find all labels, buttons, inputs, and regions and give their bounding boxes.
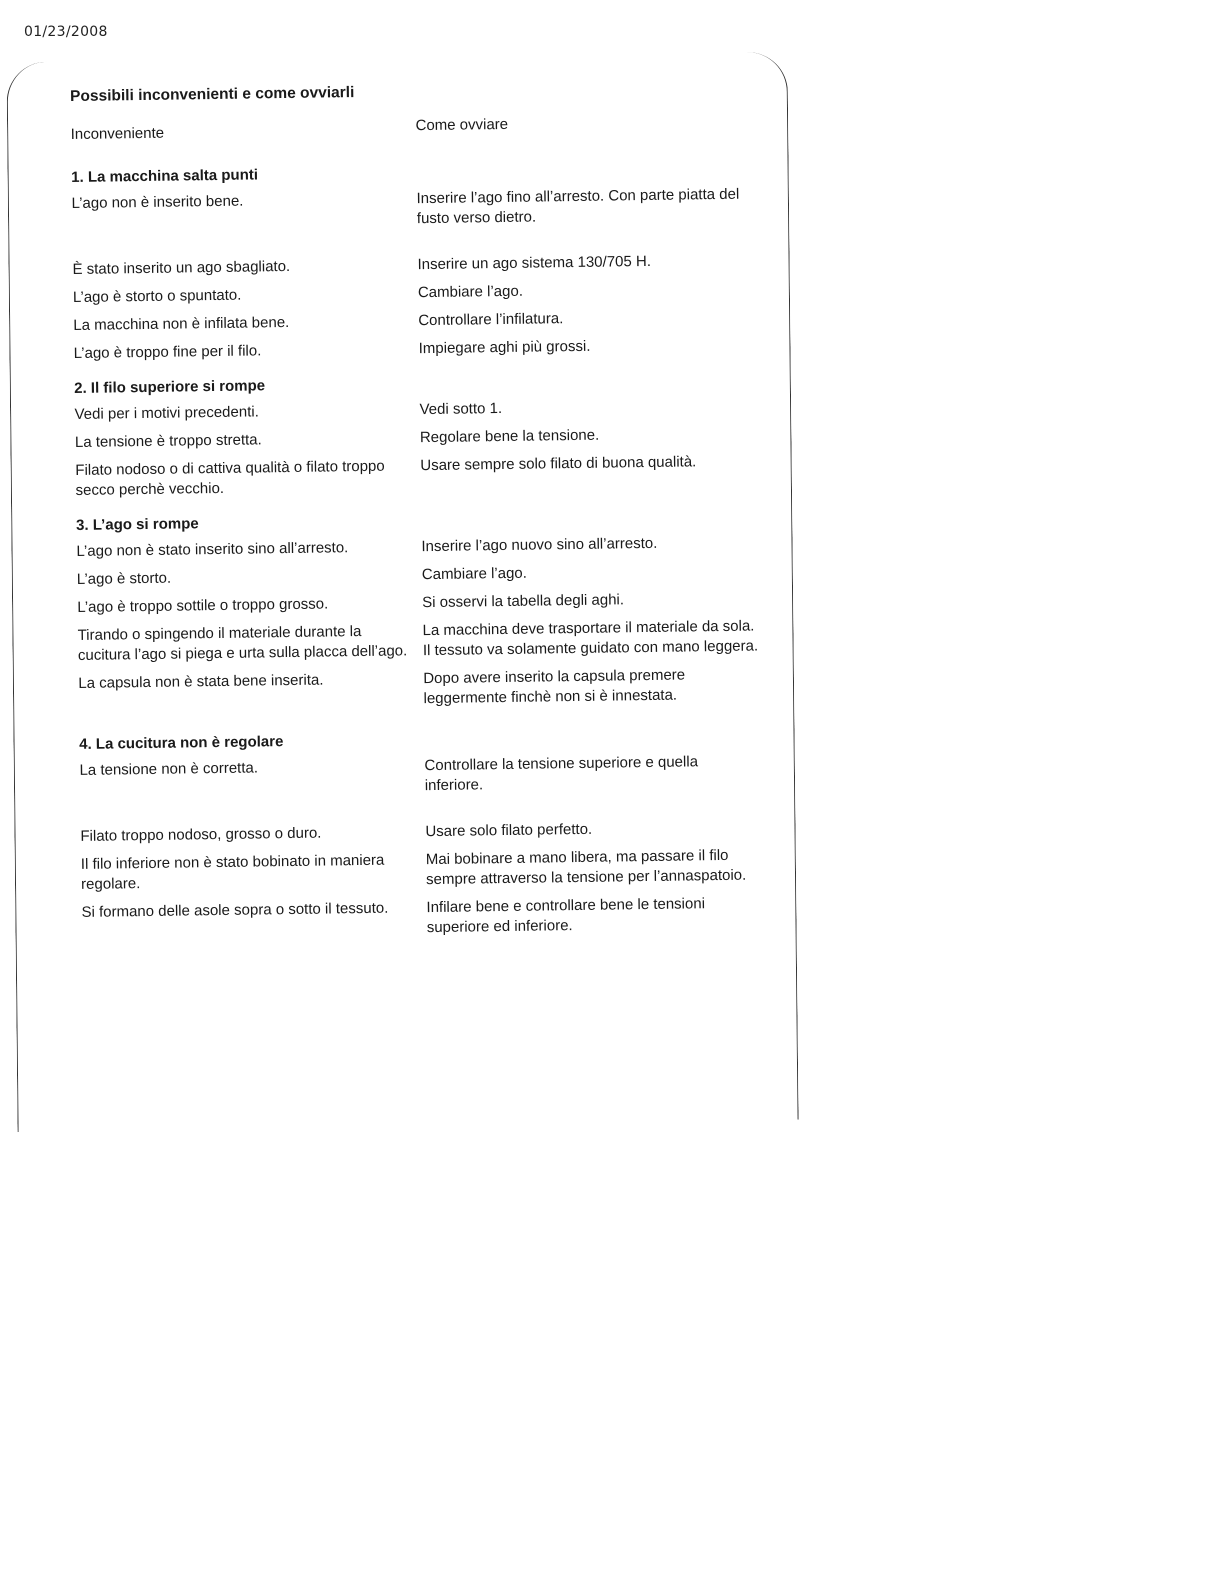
section-irregular-stitching <box>79 726 772 943</box>
table-row <box>78 664 768 714</box>
table-row <box>77 560 767 590</box>
section-skipped-stitches <box>71 159 764 364</box>
remedy-text: Cambiare l’ago. <box>421 564 527 584</box>
remedy-column-header: Come ovviare <box>415 115 509 135</box>
table-row <box>79 751 769 801</box>
remedy-text: Inserire un ago sistema 130/705 H. <box>417 252 652 274</box>
page-title: Possibili inconvenienti e come ovviarli <box>70 84 355 105</box>
remedy-text: Usare solo filato perfetto. <box>425 820 593 841</box>
remedy-text: Inserire l’ago fino all’arresto. Con parte piatta del fusto verso dietro. <box>416 185 740 228</box>
problem-text: L’ago è troppo fine per il filo. <box>73 342 262 362</box>
table-row <box>74 334 764 364</box>
problem-text: L’ago è storto o spuntato. <box>72 286 242 306</box>
problem-text: Si formano delle asole sopra o sotto il tessuto. <box>81 899 389 921</box>
problem-text: Filato nodoso o di cattiva qualità o filato troppo secco perchè vecchio. <box>75 457 385 499</box>
remedy-text: Mai bobinare a mano libera, ma passare il filo sempre attraverso la tensione per l’annaspatoio. <box>425 846 747 889</box>
remedy-text: Impiegare aghi più grossi. <box>418 337 591 358</box>
section-title: 1. La macchina salta punti <box>71 166 259 186</box>
problem-text: È stato inserito un ago sbagliato. <box>72 257 291 278</box>
problem-text: La tensione è troppo stretta. <box>74 431 262 451</box>
table-row <box>75 451 765 501</box>
column-headers <box>71 116 761 143</box>
problem-text: Vedi per i motivi precedenti. <box>74 403 259 423</box>
remedy-text: Controllare la tensione superiore e quella inferiore. <box>424 753 699 795</box>
table-row <box>71 184 761 234</box>
remedy-text: Controllare l’infilatura. <box>418 310 564 330</box>
table-row <box>81 845 771 895</box>
remedy-text: Infilare bene e controllare bene le tensioni superiore ed inferiore. <box>426 895 706 937</box>
section-title: 2. Il filo superiore si rompe <box>74 377 266 397</box>
remedy-text: Inserire l’ago nuovo sino all’arresto. <box>421 534 658 556</box>
problem-text: Filato troppo nodoso, grosso o duro. <box>80 824 322 845</box>
table-row <box>81 893 771 943</box>
table-row <box>74 395 764 425</box>
problem-text: Tirando o spingendo il materiale durante la cucitura l’ago si piega e urta sulla placca dell’ago. <box>77 622 408 664</box>
left-page-border <box>6 62 58 1132</box>
table-row <box>76 532 766 562</box>
problem-text: La capsula non è stata bene inserita. <box>78 671 324 692</box>
problem-text: La macchina non è infilata bene. <box>73 313 290 334</box>
section-title: 3. L’ago si rompe <box>75 515 199 534</box>
date-stamp: 01/23/2008 <box>24 24 108 40</box>
remedy-text: Si osservi la tabella degli aghi. <box>422 591 625 612</box>
table-row <box>78 616 768 666</box>
table-row <box>80 817 770 847</box>
section-title: 4. La cucitura non è regolare <box>79 733 284 753</box>
problem-text: L’ago è storto. <box>76 569 172 588</box>
problem-text: La tensione non è corretta. <box>79 759 259 779</box>
remedy-text: Vedi sotto 1. <box>419 399 503 419</box>
remedy-text: Dopo avere inserito la capsula premere leggermente finchè non si è innestata. <box>423 666 686 708</box>
problem-text: Il filo inferiore non è stato bobinato in maniera regolare. <box>80 851 385 893</box>
remedy-text: Cambiare l’ago. <box>417 282 524 302</box>
table-row <box>73 278 763 308</box>
problem-text: L’ago non è inserito bene. <box>71 192 244 212</box>
table-row <box>75 423 765 453</box>
troubleshooting-document <box>70 78 772 959</box>
problem-text: L’ago non è stato inserito sino all’arresto. <box>76 539 349 560</box>
problem-text: L’ago è troppo sottile o troppo grosso. <box>77 595 329 616</box>
table-row <box>77 588 767 618</box>
section-needle-breaks <box>76 507 769 714</box>
table-row <box>72 250 762 280</box>
section-upper-thread-breaks <box>74 370 766 501</box>
remedy-text: La macchina deve trasportare il materiale da sola. Il tessuto va solamente guidato con mano leggera. <box>422 617 759 660</box>
remedy-text: Usare sempre solo filato di buona qualità. <box>420 453 697 475</box>
problem-column-header: Inconveniente <box>70 124 165 143</box>
table-row <box>73 306 763 336</box>
remedy-text: Regolare bene la tensione. <box>419 426 600 447</box>
